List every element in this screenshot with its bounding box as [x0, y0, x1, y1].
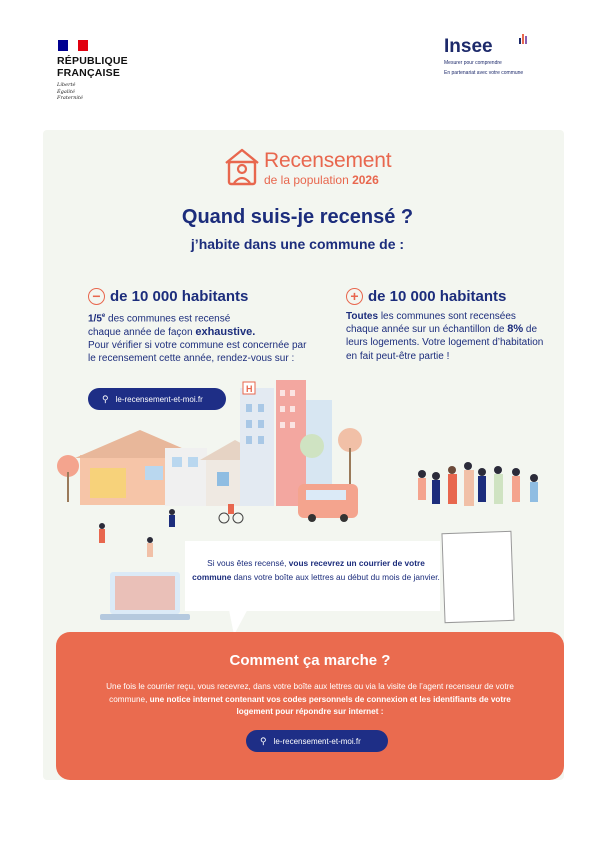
search-icon: ⚲ — [102, 393, 109, 404]
right-text: Toutes les communes sont recensées chaque année sur un échantillon de 8% de leurs logements. Votre logement d’habitation en fait peut-être partie ! — [346, 311, 544, 362]
marianne-logo-flag — [58, 40, 88, 51]
svg-text:H: H — [246, 384, 253, 394]
right-heading: + de 10 000 habitants — [346, 288, 506, 305]
laptop-illustration — [100, 572, 190, 622]
republic-motto: Liberté Égalité Fraternité — [57, 82, 83, 101]
republique-francaise-title: RÉPUBLIQUE FRANÇAISE — [57, 55, 128, 79]
house-person-icon — [223, 146, 261, 186]
brand-subtitle: de la population 2026 — [264, 173, 379, 187]
bubble-tail — [228, 605, 250, 635]
page-subtitle: j’habite dans une commune de : — [190, 236, 405, 252]
left-site-link[interactable]: ⚲ le-recensement-et-moi.fr — [88, 388, 226, 410]
minus-icon: − — [88, 288, 105, 305]
people-group — [418, 462, 538, 506]
search-icon: ⚲ — [260, 735, 267, 746]
brand-title: Recensement — [264, 149, 392, 172]
insee-logo: Insee — [444, 36, 493, 57]
bubble-text: Si vous êtes recensé, vous recevrez un courrier de votre commune dans votre boîte aux lettres au début du mois de janvier. — [192, 558, 440, 582]
insee-tagline: Mesurer pour comprendre — [444, 60, 502, 66]
insee-bars-icon — [519, 34, 527, 44]
how-title: Comment ça marche ? — [229, 652, 391, 669]
page-title: Quand suis-je recensé ? — [181, 206, 414, 228]
plus-icon: + — [346, 288, 363, 305]
left-heading: − de 10 000 habitants — [88, 288, 248, 305]
left-text: 1/5e des communes est recensé chaque année de façon exhaustive. Pour vérifier si votre commune est concernée par le recensement cette année, rendez-vous sur : — [88, 313, 307, 364]
tree-left — [57, 455, 79, 502]
letter-image — [441, 531, 514, 623]
insee-partnership: En partenariat avec votre commune — [444, 70, 524, 76]
bottom-site-link[interactable]: ⚲ le-recensement-et-moi.fr — [246, 730, 388, 752]
how-text: Une fois le courrier reçu, vous recevrez, dans votre boîte aux lettres ou via la visite de l’agent recenseur de votre commune, une notice internet contenant vos codes personnels de connexion et les identifiants de votre logement pour répondre sur internet : — [106, 682, 514, 716]
